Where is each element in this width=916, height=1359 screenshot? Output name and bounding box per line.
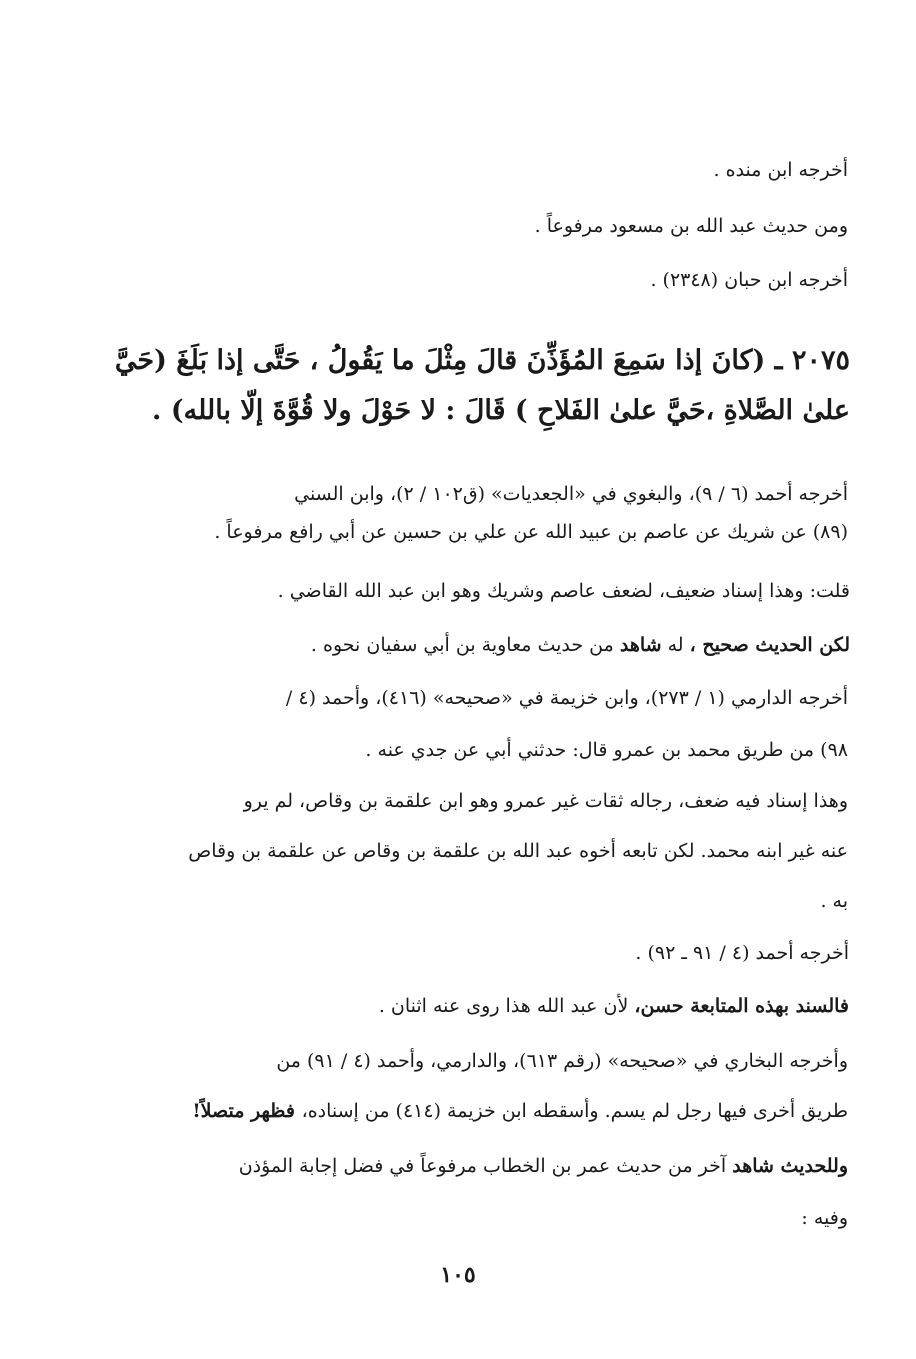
bold-phrase: فالسند بهذه المتابعة حسن، [634,995,849,1017]
paragraph-line [108,1097,848,1125]
paragraph-shahid [110,632,850,658]
text-span: آخر من حديث عمر بن الخطاب مرفوعاً في فضل إجابة المؤذن [238,1155,733,1177]
paragraph-line [108,1152,848,1180]
text-line-ahmad: أخرجه أحمد (٤ / ٩١ ـ ٩٢) . [635,942,849,964]
paragraph-darimi [108,684,848,764]
text-line-ibn-masud: ومن حديث عبد الله بن مسعود مرفوعاً . [534,215,848,237]
paragraph-qultu: قلت: وهذا إسناد ضعيف، لضعف عاصم وشريك وهو ابن عبد الله القاضي . [277,580,850,602]
paragraph-line: (٨٩) عن شريك عن عاصم بن عبيد الله عن علي بن حسين عن أبي رافع مرفوعاً . [214,521,848,543]
paragraph-line: أخرجه أحمد (٦ / ٩)، والبغوي في «الجعديات» (ق١٠٢ / ٢)، وابن السني [294,483,848,505]
hadith-line-2: علىٰ الصَّلاةِ ،حَيَّ علىٰ الفَلاحِ ) قَالَ : لا حَوْلَ ولا قُوَّةَ إلّا بالله) . [152,395,850,426]
text-line-ibn-hibban: أخرجه ابن حبان (٢٣٤٨) . [650,269,848,291]
page-number: ١٠٥ [440,1262,476,1288]
paragraph-umar-shahid [108,1152,848,1232]
text-span: طريق أخرى فيها رجل لم يسم. وأسقطه ابن خزيمة (٤١٤) من إسناده، [301,1100,848,1122]
paragraph-line: وفيه : [801,1207,848,1229]
paragraph-line: به . [820,890,848,912]
bold-word: شاهد [619,634,662,656]
hadith-line-1: ٢٠٧٥ ـ (كانَ إذا سَمِعَ المُؤَذِّنَ قالَ مِثْلَ ما يَقُولُ ، حَتَّى إذا بَلَغَ (حَيَّ [114,345,850,376]
paragraph-mutabaa [109,993,849,1019]
paragraph-isnad-daif [108,787,848,915]
text-span: له [661,634,690,656]
paragraph-takhrij-1 [108,466,848,548]
paragraph-line: أخرجه الدارمي (١ / ٢٧٣)، وابن خزيمة في «صحيحه» (٤١٦)، وأحمد (٤ / [285,687,848,709]
bold-phrase: وللحديث شاهد [732,1155,848,1177]
paragraph-line: ٩٨) من طريق محمد بن عمرو قال: حدثني أبي عن جدي عنه . [365,739,848,761]
bold-phrase: لكن الحديث صحيح ، [689,634,850,656]
paragraph-bukhari [108,1047,848,1125]
text-line-ibn-mandah: أخرجه ابن منده . [713,159,848,181]
paragraph-line: وأخرجه البخاري في «صحيحه» (رقم ٦١٣)، والدارمي، وأحمد (٤ / ٩١) من [276,1050,848,1072]
bold-phrase: فظهر متصلاً! [192,1100,302,1122]
paragraph-line: عنه غير ابنه محمد. لكن تابعه أخوه عبد الله بن علقمة بن وقاص عن علقمة بن وقاص [188,840,848,862]
text-span: من حديث معاوية بن أبي سفيان نحوه . [310,634,620,656]
paragraph-line: وهذا إسناد فيه ضعف، رجاله ثقات غير عمرو وهو ابن علقمة بن وقاص، لم يرو [243,790,848,812]
text-span: لأن عبد الله هذا روى عنه اثنان . [378,995,635,1017]
hadith-heading [66,336,850,436]
